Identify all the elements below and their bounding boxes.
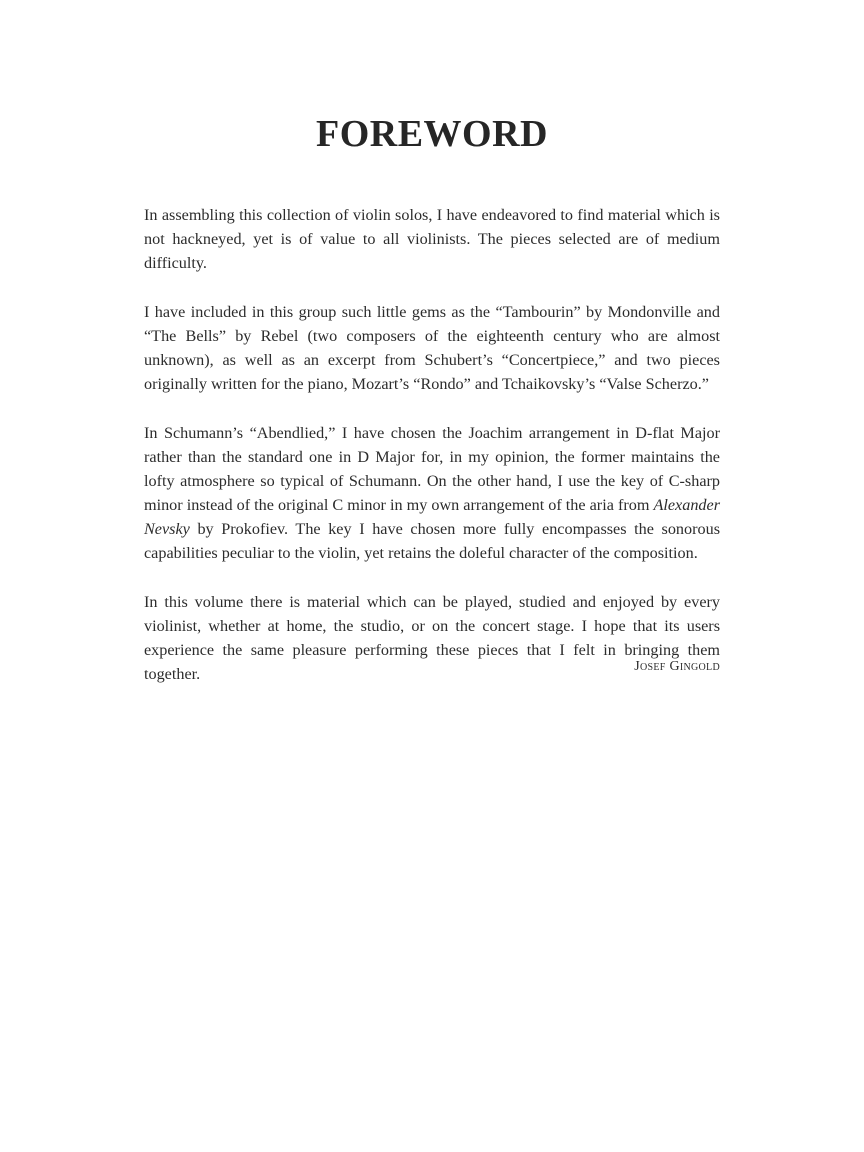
paragraph-3	[144, 421, 720, 565]
paragraph-3-text-after: by Prokofiev. The key I have chosen more fully encompasses the sonorous capabilities peculiar to the violin, yet retains the doleful character of the composition.	[144, 520, 720, 562]
page-title: FOREWORD	[316, 113, 548, 155]
foreword-body	[144, 203, 720, 711]
author-signature: Josef Gingold	[634, 659, 720, 674]
paragraph-2: I have included in this group such little gems as the “Tambourin” by Mondonville and “The Bells” by Rebel (two composers of the eighteenth century who are almost unknown), as well as an excerpt from Schubert’s “Concertpiece,” and two pieces originally written for the piano, Mozart’s “Rondo” and Tchaikovsky’s “Valse Scherzo.”	[144, 303, 720, 393]
paragraph-3-italic-title: Alexander Nevsky	[144, 496, 720, 538]
paragraph-4: In this volume there is material which can be played, studied and enjoyed by every violinist, whether at home, the studio, or on the concert stage. I hope that its users experience the same pleasure performing these pieces that I felt in bringing them together.	[144, 593, 720, 683]
paragraph-1: In assembling this collection of violin solos, I have endeavored to find material which is not hackneyed, yet is of value to all violinists. The pieces selected are of medium difficulty.	[144, 206, 720, 272]
paragraph-3-text-before: In Schumann’s “Abendlied,” I have chosen the Joachim arrangement in D-flat Major rather than the standard one in D Major for, in my opinion, the former maintains the lofty atmosphere so typical of Schumann. On the other hand, I use the key of C-sharp minor instead of the original C minor in my own arrangement of the aria from	[144, 424, 720, 514]
